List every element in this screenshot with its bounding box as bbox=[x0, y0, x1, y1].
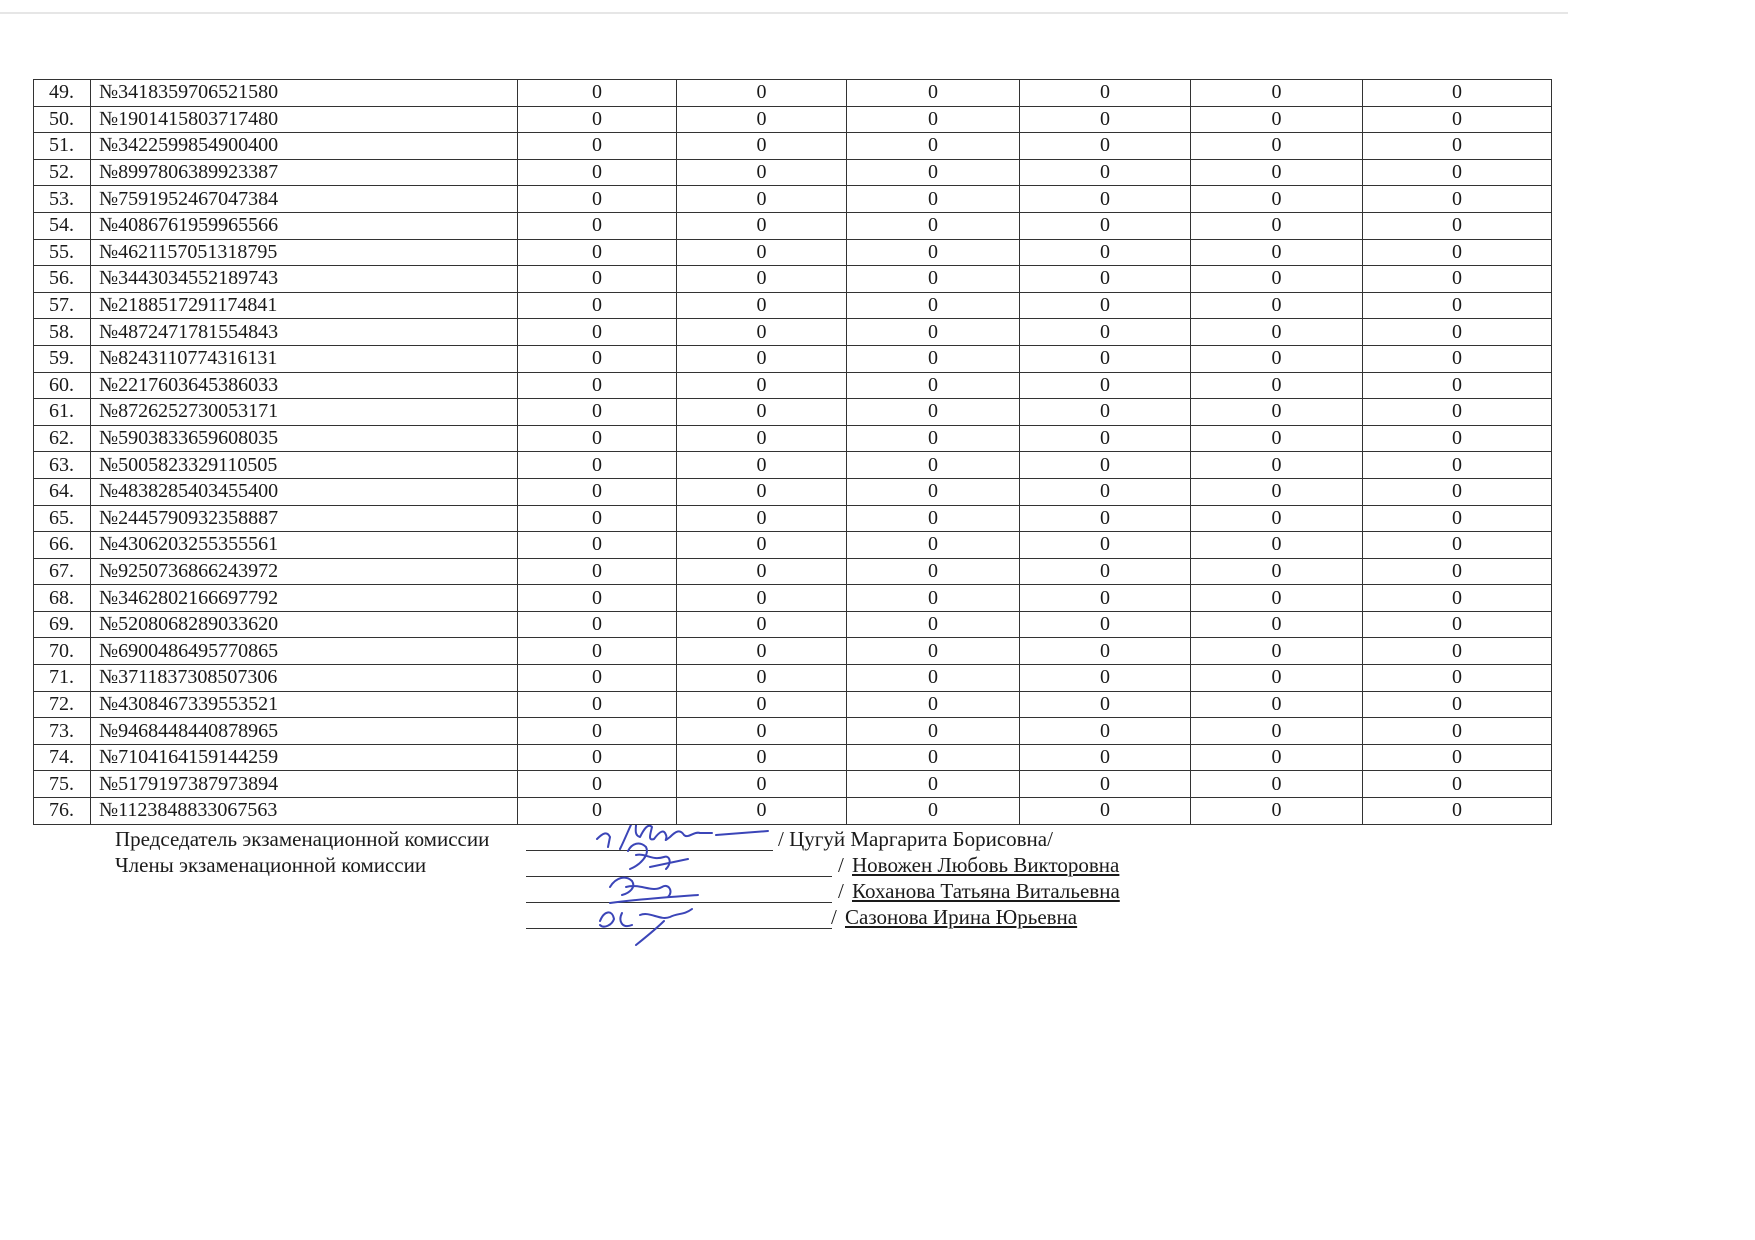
participant-code: №4872471781554843 bbox=[91, 319, 518, 346]
score-cell: 0 bbox=[518, 798, 677, 825]
participant-code: №2217603645386033 bbox=[91, 372, 518, 399]
participant-code: №5179197387973894 bbox=[91, 771, 518, 798]
score-cell: 0 bbox=[518, 319, 677, 346]
table-row bbox=[34, 744, 1552, 771]
score-cell: 0 bbox=[677, 292, 847, 319]
score-cell: 0 bbox=[1020, 80, 1191, 107]
score-cell: 0 bbox=[847, 372, 1020, 399]
score-cell: 0 bbox=[677, 399, 847, 426]
score-cell: 0 bbox=[1020, 558, 1191, 585]
table-row bbox=[34, 106, 1552, 133]
table-row bbox=[34, 345, 1552, 372]
table-row bbox=[34, 798, 1552, 825]
score-cell: 0 bbox=[847, 798, 1020, 825]
score-cell: 0 bbox=[847, 266, 1020, 293]
table-row bbox=[34, 771, 1552, 798]
score-cell: 0 bbox=[847, 558, 1020, 585]
score-cell: 0 bbox=[1363, 372, 1552, 399]
participant-code: №5005823329110505 bbox=[91, 452, 518, 479]
score-cell: 0 bbox=[847, 239, 1020, 266]
row-number: 71. bbox=[34, 665, 91, 692]
row-number: 69. bbox=[34, 611, 91, 638]
member-name: Новожен Любовь Викторовна bbox=[852, 853, 1120, 877]
participant-code: №6900486495770865 bbox=[91, 638, 518, 665]
score-cell: 0 bbox=[677, 478, 847, 505]
score-cell: 0 bbox=[1363, 133, 1552, 160]
score-cell: 0 bbox=[518, 345, 677, 372]
participant-code: №8997806389923387 bbox=[91, 159, 518, 186]
score-cell: 0 bbox=[1363, 106, 1552, 133]
score-cell: 0 bbox=[1020, 372, 1191, 399]
score-cell: 0 bbox=[1191, 372, 1363, 399]
score-cell: 0 bbox=[518, 505, 677, 532]
row-number: 49. bbox=[34, 80, 91, 107]
score-cell: 0 bbox=[1363, 665, 1552, 692]
score-cell: 0 bbox=[518, 532, 677, 559]
score-cell: 0 bbox=[677, 319, 847, 346]
score-cell: 0 bbox=[1191, 771, 1363, 798]
score-cell: 0 bbox=[1020, 399, 1191, 426]
score-cell: 0 bbox=[1363, 319, 1552, 346]
score-cell: 0 bbox=[1191, 532, 1363, 559]
row-number: 76. bbox=[34, 798, 91, 825]
score-cell: 0 bbox=[1363, 345, 1552, 372]
score-cell: 0 bbox=[847, 478, 1020, 505]
row-number: 66. bbox=[34, 532, 91, 559]
score-cell: 0 bbox=[1020, 292, 1191, 319]
row-number: 59. bbox=[34, 345, 91, 372]
row-number: 53. bbox=[34, 186, 91, 213]
participant-code: №9250736866243972 bbox=[91, 558, 518, 585]
score-cell: 0 bbox=[1363, 744, 1552, 771]
row-number: 70. bbox=[34, 638, 91, 665]
table-row bbox=[34, 399, 1552, 426]
score-cell: 0 bbox=[1363, 292, 1552, 319]
score-cell: 0 bbox=[677, 665, 847, 692]
score-cell: 0 bbox=[1020, 532, 1191, 559]
table-row bbox=[34, 266, 1552, 293]
score-cell: 0 bbox=[677, 558, 847, 585]
score-cell: 0 bbox=[1363, 798, 1552, 825]
score-cell: 0 bbox=[677, 372, 847, 399]
participant-code: №3443034552189743 bbox=[91, 266, 518, 293]
score-cell: 0 bbox=[847, 212, 1020, 239]
score-cell: 0 bbox=[1191, 399, 1363, 426]
score-cell: 0 bbox=[1191, 212, 1363, 239]
score-cell: 0 bbox=[1020, 425, 1191, 452]
score-cell: 0 bbox=[677, 691, 847, 718]
score-cell: 0 bbox=[518, 691, 677, 718]
score-cell: 0 bbox=[847, 159, 1020, 186]
score-cell: 0 bbox=[518, 665, 677, 692]
participant-code: №1901415803717480 bbox=[91, 106, 518, 133]
member-signature-3 bbox=[600, 909, 692, 945]
member-name: Сазонова Ирина Юрьевна bbox=[845, 905, 1078, 929]
participant-code: №8243110774316131 bbox=[91, 345, 518, 372]
participant-code: №3711837308507306 bbox=[91, 665, 518, 692]
row-number: 56. bbox=[34, 266, 91, 293]
score-cell: 0 bbox=[677, 133, 847, 160]
score-cell: 0 bbox=[847, 532, 1020, 559]
score-cell: 0 bbox=[1191, 106, 1363, 133]
score-cell: 0 bbox=[518, 585, 677, 612]
score-cell: 0 bbox=[677, 532, 847, 559]
score-cell: 0 bbox=[847, 744, 1020, 771]
score-cell: 0 bbox=[1363, 585, 1552, 612]
participant-code: №4306203255355561 bbox=[91, 532, 518, 559]
row-number: 52. bbox=[34, 159, 91, 186]
participant-code: №4308467339553521 bbox=[91, 691, 518, 718]
score-cell: 0 bbox=[1191, 638, 1363, 665]
score-cell: 0 bbox=[1020, 718, 1191, 745]
score-cell: 0 bbox=[847, 638, 1020, 665]
member-slash: / bbox=[838, 853, 844, 877]
row-number: 54. bbox=[34, 212, 91, 239]
score-cell: 0 bbox=[1020, 452, 1191, 479]
score-cell: 0 bbox=[677, 638, 847, 665]
table-row bbox=[34, 505, 1552, 532]
score-cell: 0 bbox=[677, 266, 847, 293]
score-cell: 0 bbox=[1191, 744, 1363, 771]
score-cell: 0 bbox=[677, 186, 847, 213]
participant-code: №3422599854900400 bbox=[91, 133, 518, 160]
score-cell: 0 bbox=[1020, 478, 1191, 505]
row-number: 72. bbox=[34, 691, 91, 718]
score-cell: 0 bbox=[1191, 798, 1363, 825]
member-slash: / bbox=[831, 905, 837, 929]
row-number: 61. bbox=[34, 399, 91, 426]
table-row bbox=[34, 611, 1552, 638]
member-slash: / bbox=[838, 879, 844, 903]
participant-code: №2188517291174841 bbox=[91, 292, 518, 319]
score-cell: 0 bbox=[847, 505, 1020, 532]
table-row bbox=[34, 585, 1552, 612]
row-number: 67. bbox=[34, 558, 91, 585]
participant-code: №8726252730053171 bbox=[91, 399, 518, 426]
participant-code: №3462802166697792 bbox=[91, 585, 518, 612]
participant-code: №5903833659608035 bbox=[91, 425, 518, 452]
score-cell: 0 bbox=[1191, 292, 1363, 319]
members-label: Члены экзаменационной комиссии bbox=[115, 853, 427, 877]
score-cell: 0 bbox=[1020, 133, 1191, 160]
score-cell: 0 bbox=[518, 611, 677, 638]
participant-code: №2445790932358887 bbox=[91, 505, 518, 532]
row-number: 51. bbox=[34, 133, 91, 160]
score-cell: 0 bbox=[1363, 186, 1552, 213]
score-cell: 0 bbox=[1191, 505, 1363, 532]
score-cell: 0 bbox=[518, 133, 677, 160]
score-cell: 0 bbox=[1191, 239, 1363, 266]
participant-code: №4838285403455400 bbox=[91, 478, 518, 505]
score-cell: 0 bbox=[518, 372, 677, 399]
score-cell: 0 bbox=[1020, 798, 1191, 825]
score-cell: 0 bbox=[847, 718, 1020, 745]
score-cell: 0 bbox=[1020, 771, 1191, 798]
score-cell: 0 bbox=[1363, 532, 1552, 559]
score-cell: 0 bbox=[518, 478, 677, 505]
table-row bbox=[34, 638, 1552, 665]
score-cell: 0 bbox=[847, 771, 1020, 798]
score-cell: 0 bbox=[847, 611, 1020, 638]
score-cell: 0 bbox=[847, 665, 1020, 692]
score-cell: 0 bbox=[1020, 691, 1191, 718]
table-row bbox=[34, 478, 1552, 505]
score-cell: 0 bbox=[1363, 80, 1552, 107]
score-cell: 0 bbox=[677, 425, 847, 452]
score-cell: 0 bbox=[847, 345, 1020, 372]
score-cell: 0 bbox=[518, 239, 677, 266]
score-cell: 0 bbox=[847, 452, 1020, 479]
table-row bbox=[34, 558, 1552, 585]
score-cell: 0 bbox=[1363, 478, 1552, 505]
member-name: Коханова Татьяна Витальевна bbox=[852, 879, 1120, 903]
handwritten-signatures bbox=[0, 825, 1568, 965]
score-cell: 0 bbox=[518, 266, 677, 293]
table-row bbox=[34, 159, 1552, 186]
row-number: 60. bbox=[34, 372, 91, 399]
table-row bbox=[34, 372, 1552, 399]
table-row bbox=[34, 665, 1552, 692]
row-number: 63. bbox=[34, 452, 91, 479]
score-cell: 0 bbox=[1191, 425, 1363, 452]
score-cell: 0 bbox=[518, 638, 677, 665]
score-cell: 0 bbox=[677, 80, 847, 107]
score-cell: 0 bbox=[847, 425, 1020, 452]
score-cell: 0 bbox=[677, 611, 847, 638]
chair-label: Председатель экзаменационной комиссии bbox=[115, 827, 490, 851]
score-cell: 0 bbox=[1191, 319, 1363, 346]
score-cell: 0 bbox=[1020, 266, 1191, 293]
table-row bbox=[34, 80, 1552, 107]
scan-edge bbox=[0, 12, 1568, 14]
participant-code: №4621157051318795 bbox=[91, 239, 518, 266]
score-cell: 0 bbox=[1020, 665, 1191, 692]
score-cell: 0 bbox=[1020, 106, 1191, 133]
table-row bbox=[34, 532, 1552, 559]
score-cell: 0 bbox=[518, 80, 677, 107]
member-signature-1 bbox=[628, 844, 688, 869]
score-cell: 0 bbox=[847, 585, 1020, 612]
score-cell: 0 bbox=[1363, 691, 1552, 718]
row-number: 68. bbox=[34, 585, 91, 612]
score-cell: 0 bbox=[518, 425, 677, 452]
score-cell: 0 bbox=[518, 159, 677, 186]
score-cell: 0 bbox=[1191, 665, 1363, 692]
participant-code: №5208068289033620 bbox=[91, 611, 518, 638]
score-cell: 0 bbox=[1191, 611, 1363, 638]
table-row bbox=[34, 319, 1552, 346]
score-cell: 0 bbox=[1363, 159, 1552, 186]
score-cell: 0 bbox=[847, 106, 1020, 133]
score-cell: 0 bbox=[1020, 159, 1191, 186]
score-cell: 0 bbox=[1191, 478, 1363, 505]
score-cell: 0 bbox=[1020, 345, 1191, 372]
table-row bbox=[34, 292, 1552, 319]
score-cell: 0 bbox=[1363, 452, 1552, 479]
score-cell: 0 bbox=[1191, 159, 1363, 186]
score-cell: 0 bbox=[1191, 133, 1363, 160]
score-cell: 0 bbox=[1020, 638, 1191, 665]
score-cell: 0 bbox=[677, 345, 847, 372]
score-cell: 0 bbox=[1191, 585, 1363, 612]
score-cell: 0 bbox=[1191, 691, 1363, 718]
table-row bbox=[34, 239, 1552, 266]
table-row bbox=[34, 186, 1552, 213]
table-row bbox=[34, 718, 1552, 745]
score-cell: 0 bbox=[518, 186, 677, 213]
score-cell: 0 bbox=[677, 718, 847, 745]
score-cell: 0 bbox=[1191, 186, 1363, 213]
score-cell: 0 bbox=[518, 292, 677, 319]
score-cell: 0 bbox=[1363, 638, 1552, 665]
score-cell: 0 bbox=[1020, 744, 1191, 771]
score-cell: 0 bbox=[518, 744, 677, 771]
score-cell: 0 bbox=[847, 399, 1020, 426]
table-row bbox=[34, 425, 1552, 452]
score-cell: 0 bbox=[518, 718, 677, 745]
score-cell: 0 bbox=[677, 106, 847, 133]
row-number: 75. bbox=[34, 771, 91, 798]
participant-code: №7104164159144259 bbox=[91, 744, 518, 771]
participant-code: №3418359706521580 bbox=[91, 80, 518, 107]
score-cell: 0 bbox=[677, 585, 847, 612]
signature-block bbox=[0, 825, 1568, 965]
score-cell: 0 bbox=[1191, 266, 1363, 293]
score-cell: 0 bbox=[1020, 585, 1191, 612]
score-cell: 0 bbox=[518, 558, 677, 585]
table-row bbox=[34, 452, 1552, 479]
score-cell: 0 bbox=[1191, 345, 1363, 372]
participant-code: №1123848833067563 bbox=[91, 798, 518, 825]
score-cell: 0 bbox=[518, 771, 677, 798]
participant-code: №7591952467047384 bbox=[91, 186, 518, 213]
score-cell: 0 bbox=[518, 212, 677, 239]
score-cell: 0 bbox=[518, 106, 677, 133]
score-cell: 0 bbox=[1020, 239, 1191, 266]
score-cell: 0 bbox=[1363, 239, 1552, 266]
score-cell: 0 bbox=[1020, 505, 1191, 532]
row-number: 64. bbox=[34, 478, 91, 505]
score-cell: 0 bbox=[1363, 558, 1552, 585]
score-cell: 0 bbox=[847, 691, 1020, 718]
row-number: 74. bbox=[34, 744, 91, 771]
score-cell: 0 bbox=[677, 505, 847, 532]
table-row bbox=[34, 691, 1552, 718]
table-row bbox=[34, 133, 1552, 160]
score-cell: 0 bbox=[1363, 611, 1552, 638]
score-cell: 0 bbox=[677, 771, 847, 798]
member-signature-2 bbox=[610, 878, 698, 903]
score-cell: 0 bbox=[677, 212, 847, 239]
row-number: 55. bbox=[34, 239, 91, 266]
row-number: 57. bbox=[34, 292, 91, 319]
row-number: 62. bbox=[34, 425, 91, 452]
score-cell: 0 bbox=[1191, 558, 1363, 585]
score-cell: 0 bbox=[518, 452, 677, 479]
score-cell: 0 bbox=[677, 159, 847, 186]
chair-name: / Цугуй Маргарита Борисовна/ bbox=[778, 827, 1053, 851]
score-cell: 0 bbox=[1020, 611, 1191, 638]
score-cell: 0 bbox=[847, 319, 1020, 346]
row-number: 58. bbox=[34, 319, 91, 346]
chair-signature bbox=[597, 825, 768, 849]
score-cell: 0 bbox=[677, 452, 847, 479]
score-cell: 0 bbox=[1020, 186, 1191, 213]
score-cell: 0 bbox=[847, 186, 1020, 213]
score-cell: 0 bbox=[518, 399, 677, 426]
score-cell: 0 bbox=[1191, 452, 1363, 479]
score-cell: 0 bbox=[1363, 771, 1552, 798]
score-cell: 0 bbox=[1363, 425, 1552, 452]
score-cell: 0 bbox=[677, 239, 847, 266]
score-cell: 0 bbox=[847, 133, 1020, 160]
score-cell: 0 bbox=[847, 292, 1020, 319]
score-cell: 0 bbox=[1020, 212, 1191, 239]
row-number: 50. bbox=[34, 106, 91, 133]
score-cell: 0 bbox=[1363, 505, 1552, 532]
score-cell: 0 bbox=[677, 744, 847, 771]
score-cell: 0 bbox=[1191, 80, 1363, 107]
results-table bbox=[33, 79, 1552, 825]
score-cell: 0 bbox=[1363, 399, 1552, 426]
score-cell: 0 bbox=[1363, 266, 1552, 293]
results-table-body bbox=[34, 80, 1552, 825]
score-cell: 0 bbox=[1363, 718, 1552, 745]
row-number: 65. bbox=[34, 505, 91, 532]
participant-code: №4086761959965566 bbox=[91, 212, 518, 239]
participant-code: №9468448440878965 bbox=[91, 718, 518, 745]
score-cell: 0 bbox=[1363, 212, 1552, 239]
score-cell: 0 bbox=[1191, 718, 1363, 745]
score-cell: 0 bbox=[677, 798, 847, 825]
score-cell: 0 bbox=[1020, 319, 1191, 346]
score-cell: 0 bbox=[847, 80, 1020, 107]
row-number: 73. bbox=[34, 718, 91, 745]
table-row bbox=[34, 212, 1552, 239]
